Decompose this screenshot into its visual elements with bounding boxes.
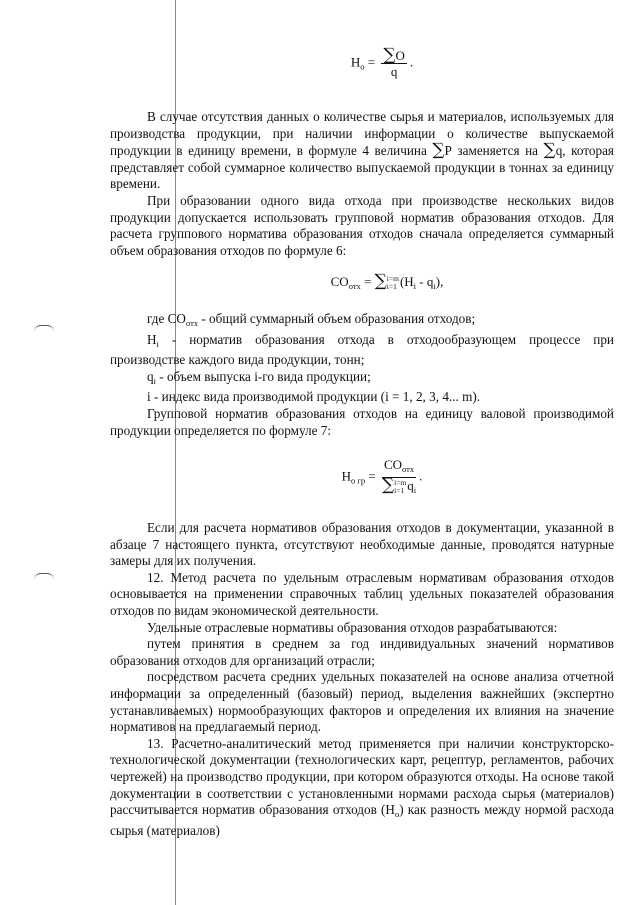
formula-subscript: i <box>413 485 417 496</box>
sigma-symbol: ∑ <box>374 271 387 292</box>
formula-subscript: отх <box>185 317 199 328</box>
paragraph-text: В случае отсутствия данных о количестве сырья и материалов, используемых для производства продукции, при наличии информации о количестве выпускаемой продукции в единицу времени, в формуле 4 величина <box>110 109 614 159</box>
sum-lower-limit: i=1 <box>394 486 405 496</box>
formula-symbol: q <box>555 143 563 159</box>
sigma-symbol: ∑ <box>383 45 396 65</box>
sigma-symbol: ∑ <box>543 140 556 161</box>
definition-line <box>110 389 614 406</box>
formula-symbol: ) <box>435 274 441 290</box>
paragraph <box>110 736 614 840</box>
definition-line <box>110 332 614 369</box>
formula-symbol: Н <box>341 468 351 484</box>
definition-prefix: где <box>147 310 168 326</box>
sigma-symbol: ∑ <box>381 475 395 496</box>
sum-lower-limit: i=1 <box>386 282 397 292</box>
formula-symbol: СО <box>330 274 349 290</box>
fraction-denominator: q <box>390 64 398 79</box>
formula-equals: = <box>367 54 376 70</box>
definition-text: - норматив образования отхода в отходообразующем процессе при производстве каждого вида продукции, тонн; <box>110 331 614 368</box>
formula-symbol: СО <box>167 310 186 326</box>
formula-7 <box>150 457 614 498</box>
formula-subscript: о <box>360 61 365 72</box>
paragraph-text: заменяется на <box>451 143 544 159</box>
paragraph-text: 13. Расчетно-аналитический метод применяется при наличии конструкторско-технологической документации (технологических карт, рецептур, регламентов, рабочих чертежей) на производство продукции, при котором образуются отходы. На основе такой документации в соответствии с установленными нормами расхода сырья (материалов) рассчитывается норматив образования отходов (Н <box>110 735 614 818</box>
document-body <box>110 45 614 839</box>
formula-symbol: (Н <box>399 274 414 290</box>
formula-subscript: о <box>394 809 400 820</box>
sigma-symbol: ∑ <box>432 140 445 161</box>
formula-punct: . <box>419 468 423 484</box>
formula-subscript: отх <box>402 464 415 475</box>
paragraph: При образовании одного вида отхода при производстве нескольких видов продукции допускается использовать групповой норматив образования отходов. Для расчета группового норматива образования отходов сначала определяется суммарный объем образования отходов по формуле 6: <box>110 192 614 258</box>
formula-symbol: СО <box>383 457 403 473</box>
paragraph: путем принятия в среднем за год индивидуальных значений нормативов образования отходов для организаций отрасли; <box>110 636 614 668</box>
formula-fraction <box>382 457 416 498</box>
paragraph: Групповой норматив образования отходов на единицу валовой производимой продукции определяется по формуле 7: <box>110 405 614 438</box>
formula-symbol: Н <box>147 331 157 347</box>
sum-limits <box>394 479 406 495</box>
paragraph: Если для расчета нормативов образования отходов в документации, указанной в абзаце 7 настоящего пункта, отсутствуют необходимые данные, проводятся натурные замеры для их получения. <box>110 520 614 569</box>
formula-symbol: q <box>147 368 154 384</box>
sum-upper-limit: i=m <box>394 478 407 488</box>
formula-symbol: Р <box>444 143 452 159</box>
formula-subscript: о гр <box>351 475 366 486</box>
formula-symbol: Н <box>350 54 361 70</box>
definition-text: - общий суммарный объем образования отходов; <box>198 310 476 326</box>
formula-6 <box>160 273 614 295</box>
formula-subscript: i <box>153 375 156 386</box>
formula-symbol: О <box>395 48 405 63</box>
fraction-denominator <box>381 475 417 498</box>
definition-line <box>110 369 614 390</box>
paragraph-text: ) как разность между нормой расхода сырья (материалов) <box>110 802 614 838</box>
margin-mark <box>34 325 54 332</box>
formula-punct: . <box>409 54 414 70</box>
fraction-numerator <box>381 45 407 65</box>
definition-line <box>110 311 614 332</box>
formula-equals: = <box>364 274 372 290</box>
definition-text: - объем выпуска i-го вида продукции; <box>155 368 371 384</box>
sum-upper-limit: i=m <box>386 274 399 284</box>
formula-subscript: i <box>433 281 436 292</box>
definition-text: - индекс вида производимой продукции (i = 1, 2, 3, 4... m). <box>150 389 481 405</box>
formula-subscript: i <box>156 338 159 349</box>
formula-equals: = <box>368 468 376 484</box>
formula-subscript: i <box>413 281 417 292</box>
margin-mark <box>34 573 54 580</box>
formula-fraction <box>381 45 407 79</box>
paragraph-text: , которая представляет собой суммарное количество выпускаемой продукции в тоннах за единицу времени. <box>110 143 614 192</box>
formula-symbol: i <box>147 389 151 405</box>
formula-punct: , <box>440 274 444 290</box>
formula-symbol: - q <box>416 274 434 290</box>
sum-limits <box>387 275 399 291</box>
formula-subscript: отх <box>348 281 361 292</box>
formula-symbol: q <box>407 478 414 494</box>
paragraph <box>110 109 614 193</box>
paragraph: посредством расчета средних удельных показателей на основе анализа отчетной информации за определенный (базовый) период, выделения важнейших (экспертно устанавливаемых) нормообразующих факторов и определения их влияния на значение нормативов на предлагаемый период. <box>110 669 614 735</box>
paragraph: 12. Метод расчета по удельным отраслевым нормативам образования отходов основывается на применении справочных таблиц удельных показателей образования отходов по видам экономической деятельности. <box>110 569 614 619</box>
paragraph: Удельные отраслевые нормативы образования отходов разрабатываются: <box>147 619 558 635</box>
formula-4a <box>150 45 614 79</box>
